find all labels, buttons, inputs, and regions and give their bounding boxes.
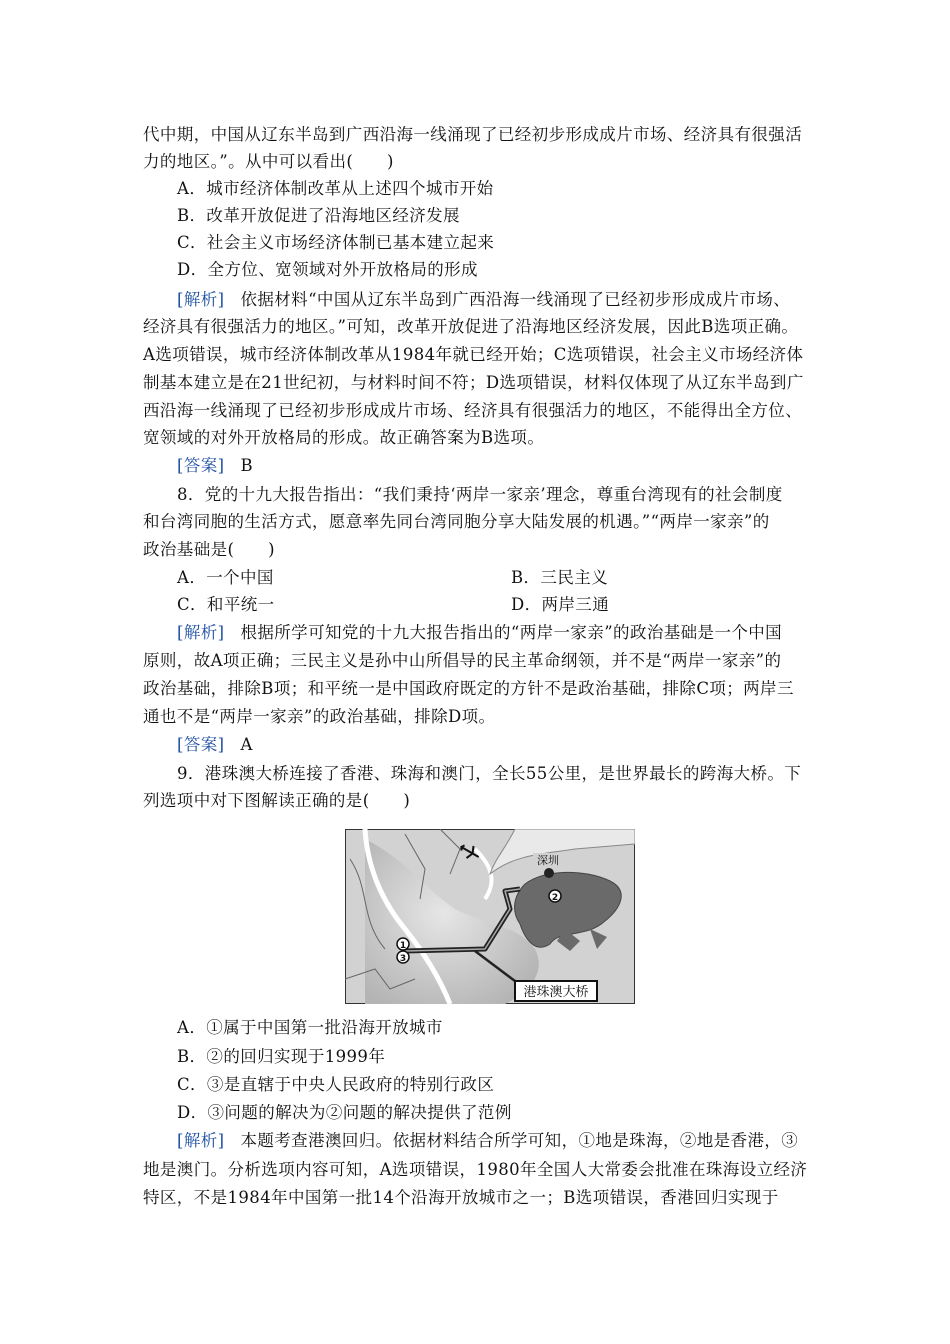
q7-analysis-line: 制基本建立是在21世纪初，与材料时间不符；D选项错误，材料仅体现了从辽东半岛到广 [143,373,804,392]
q7-analysis-line [177,286,790,313]
q9-analysis-line [177,1127,798,1154]
analysis-text: 根据所学可知党的十九大报告指出的“两岸一家亲”的政治基础是一个中国 [240,623,783,642]
q8-stem-line: 政治基础是( ) [143,540,275,559]
answer-value: B [240,456,254,475]
q8-answer-line [177,731,253,758]
analysis-tag: [解析] [177,623,225,642]
q8-analysis-line: 政治基础，排除B项；和平统一是中国政府既定的方针不是政治基础，排除C项；两岸三 [143,679,794,698]
q7-analysis-line: 经济具有很强活力的地区。”可知，改革开放促进了沿海地区经济发展，因此B选项正确。 [143,317,799,336]
q9-stem-line: 9．港珠澳大桥连接了香港、珠海和澳门，全长55公里，是世界最长的跨海大桥。下 [177,764,802,783]
analysis-text: 依据材料“中国从辽东半岛到广西沿海一线涌现了已经初步形成成片市场、 [240,290,791,309]
q7-option-b: B．改革开放促进了沿海地区经济发展 [177,206,460,225]
marker-1-label: 1 [399,941,407,951]
q9-analysis-line: 地是澳门。分析选项内容可知，A选项错误，1980年全国人大常委会批准在珠海设立经济 [143,1160,808,1179]
q9-option-c: C．③是直辖于中央人民政府的特别行政区 [177,1075,495,1094]
q9-analysis-line: 特区，不是1984年中国第一批14个沿海开放城市之一；B选项错误，香港回归实现于 [143,1188,779,1207]
marker-2-label: 2 [551,893,559,903]
analysis-tag: [解析] [177,290,225,309]
q8-option-b: B．三民主义 [511,568,609,587]
q8-option-c: C．和平统一 [177,595,275,614]
answer-tag: [答案] [177,735,225,754]
q7-option-d: D．全方位、宽领域对外开放格局的形成 [177,260,478,279]
q8-stem-line: 8．党的十九大报告指出：“我们秉持‘两岸一家亲’理念，尊重台湾现有的社会制度 [177,485,783,504]
q7-analysis-line: A选项错误，城市经济体制改革从1984年就已经开始；C选项错误，社会主义市场经济体 [143,345,804,364]
q7-stem-line: 力的地区。”。从中可以看出( ) [143,152,394,171]
q8-analysis-line: 原则，故A项正确；三民主义是孙中山所倡导的民主革命纲领，并不是“两岸一家亲”的 [143,651,782,670]
q7-option-a: A．城市经济体制改革从上述四个城市开始 [177,179,494,198]
city-label: 深圳 [537,854,559,867]
q9-option-d: D．③问题的解决为②问题的解决提供了范例 [177,1103,512,1122]
q7-answer-line [177,452,253,479]
q8-option-d: D．两岸三通 [511,595,610,614]
q9-option-b: B．②的回归实现于1999年 [177,1047,386,1066]
answer-value: A [240,735,253,754]
analysis-tag: [解析] [177,1131,225,1150]
q7-analysis-line: 宽领域的对外开放格局的形成。故正确答案为B选项。 [143,428,545,447]
q9-stem-line: 列选项中对下图解读正确的是( ) [143,791,411,810]
q8-analysis-line: 通也不是“两岸一家亲”的政治基础，排除D项。 [143,707,496,726]
shenzhen-dot [544,868,554,878]
q7-option-c: C．社会主义市场经济体制已基本建立起来 [177,233,495,252]
bridge-label: 港珠澳大桥 [523,985,589,1000]
q7-stem-line: 代中期，中国从辽东半岛到广西沿海一线涌现了已经初步形成成片市场、经济具有很强活 [143,125,803,144]
q8-stem-line: 和台湾同胞的生活方式，愿意率先同台湾同胞分享大陆发展的机遇。”“两岸一家亲”的 [143,512,770,531]
q9-option-a: A．①属于中国第一批沿海开放城市 [177,1018,443,1037]
analysis-text: 本题考查港澳回归。依据材料结合所学可知，①地是珠海，②地是香港，③ [240,1131,799,1150]
q8-option-a: A．一个中国 [177,568,274,587]
marker-3-label: 3 [399,954,407,964]
q8-analysis-line [177,619,782,646]
q7-analysis-line: 西沿海一线涌现了已经初步形成成片市场、经济具有很强活力的地区，不能得出全方位、 [143,401,803,420]
hzmb-map [345,829,635,1004]
answer-tag: [答案] [177,456,225,475]
